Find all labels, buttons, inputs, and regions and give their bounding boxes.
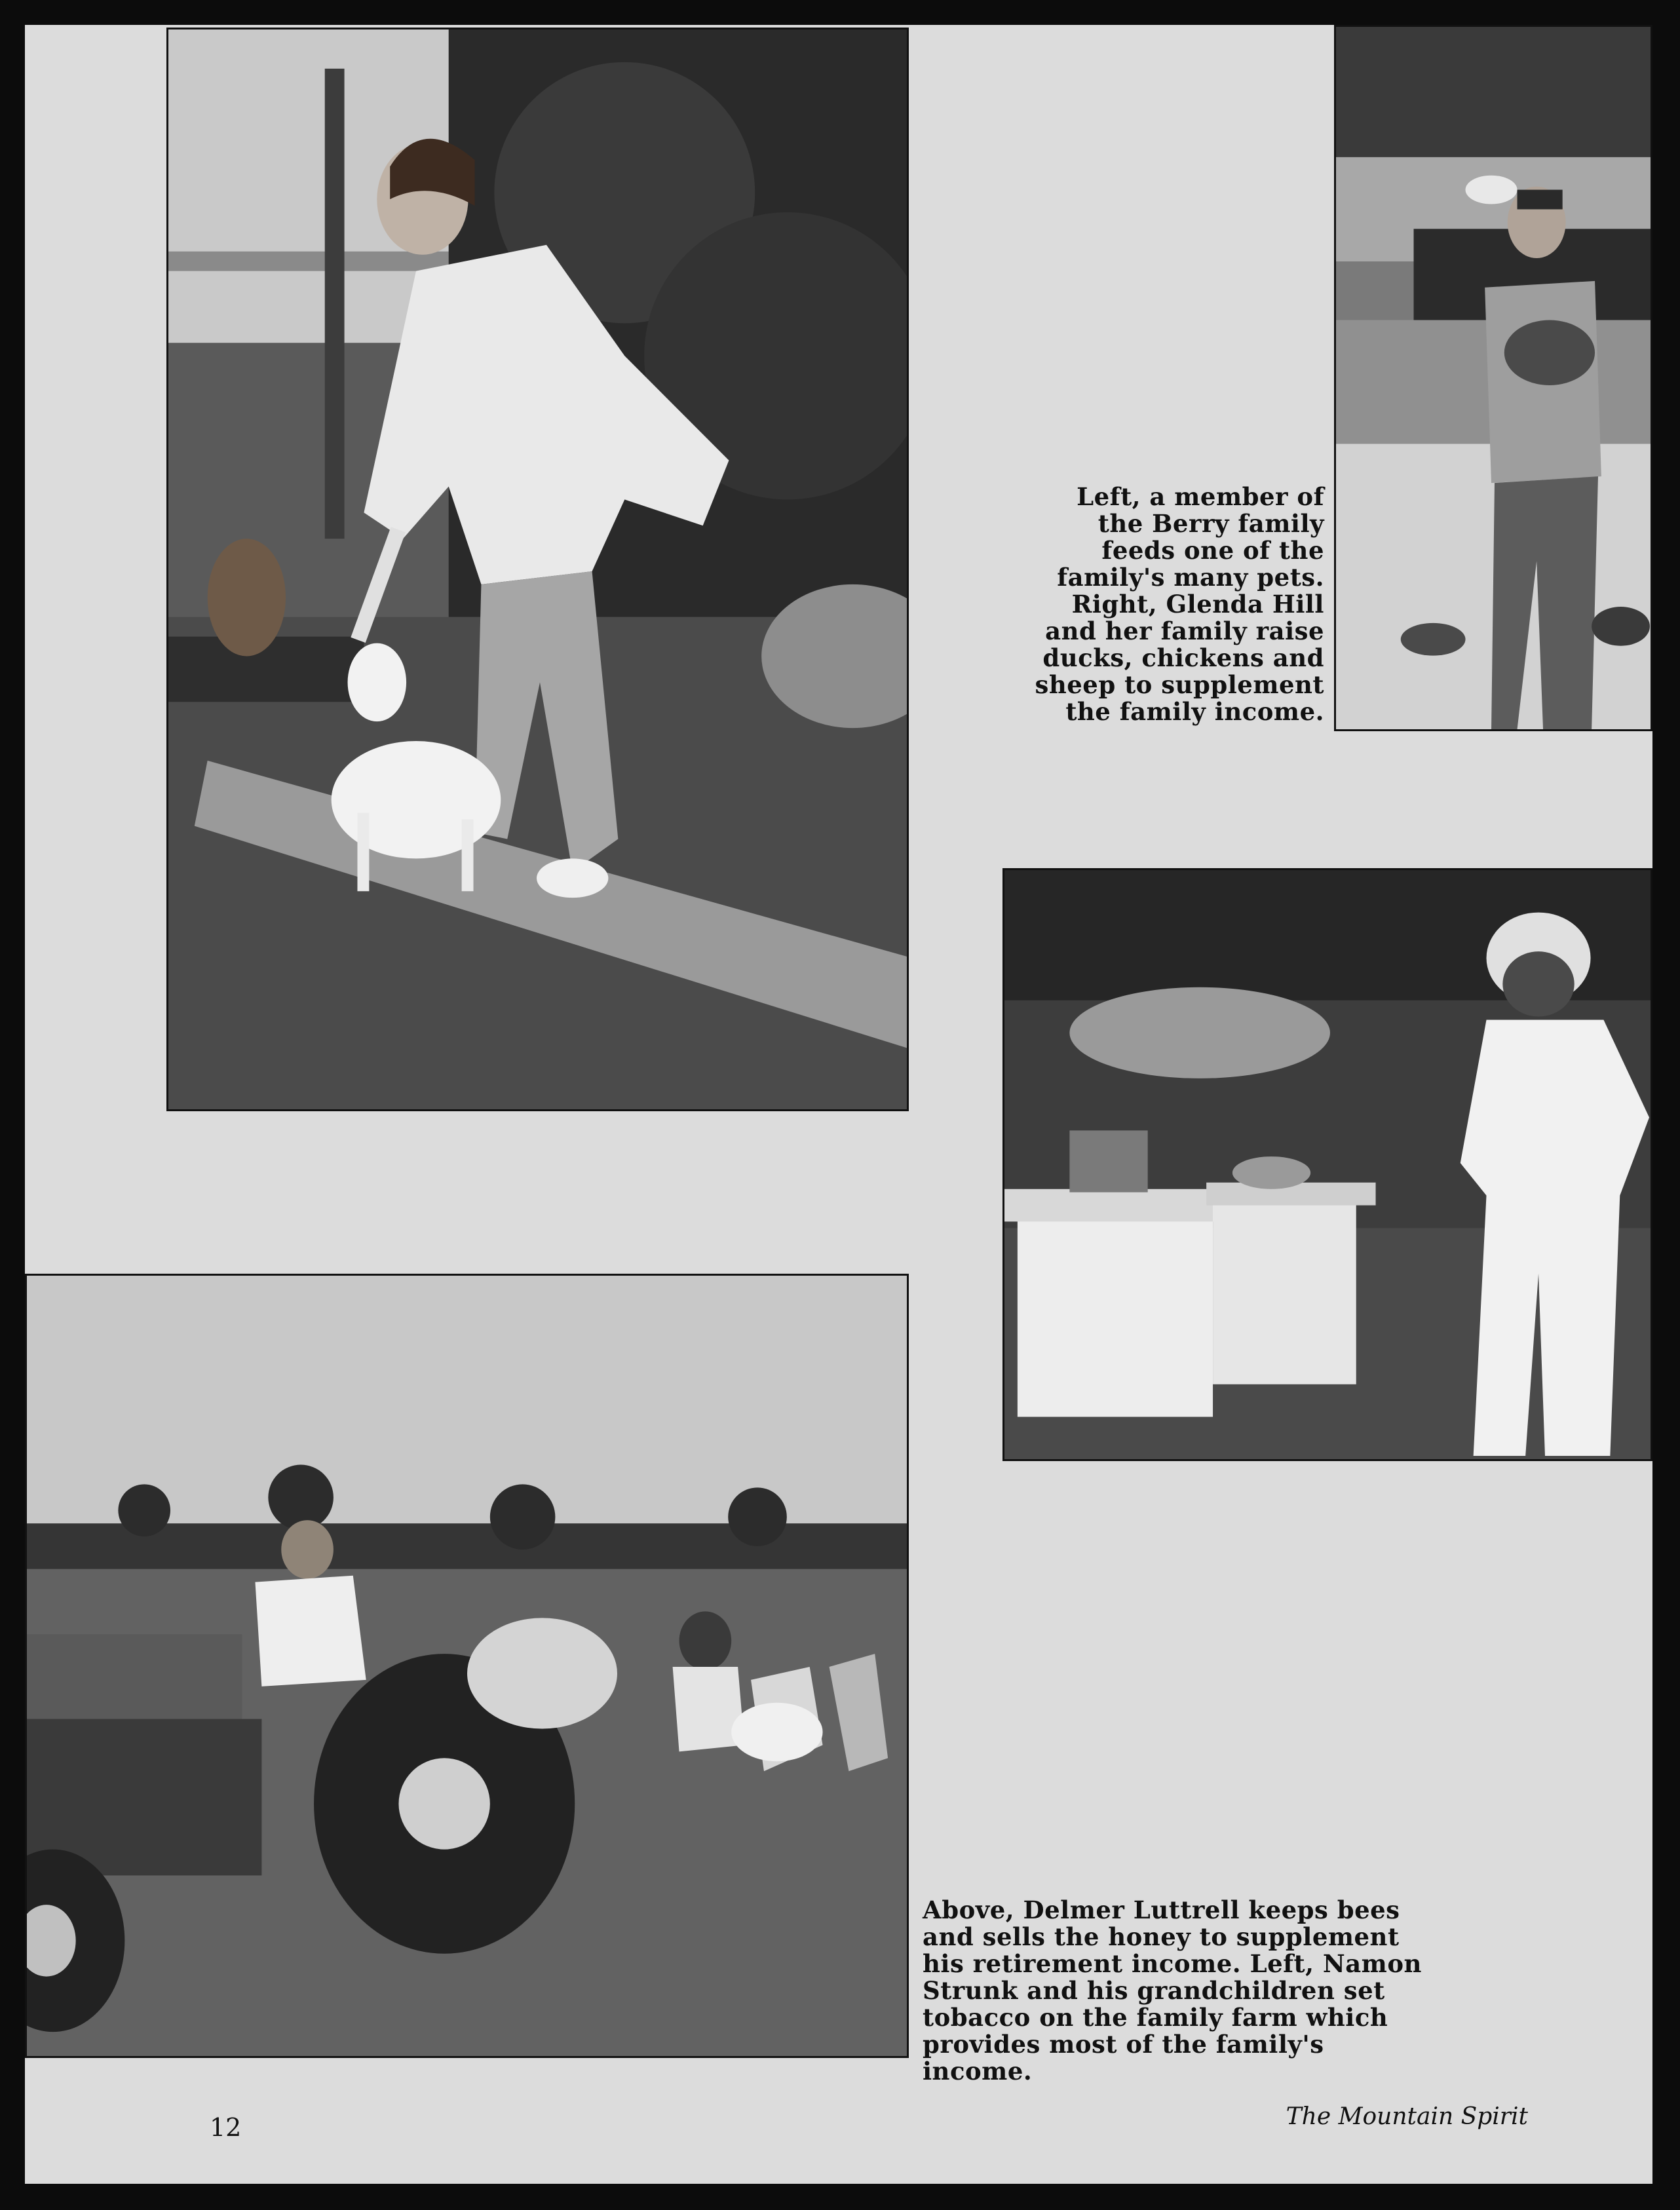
photo-beekeeper — [1002, 868, 1652, 1461]
magazine-name: The Mountain Spirit — [1286, 2103, 1528, 2130]
photo-lamb-feeding — [166, 28, 909, 1111]
magazine-page — [25, 25, 1652, 2184]
caption-bees-tobacco: Above, Delmer Luttrell keeps bees and sells the honey to supplement his retirement income. Left, Namon Strunk and his grandchildren set tobacco on the family farm which provides most of the family's income. — [923, 1896, 1422, 2086]
tobacco-planting-image — [27, 1276, 907, 2056]
photo-tobacco-planting — [25, 1274, 909, 2058]
caption-pets-poultry: Left, a member of the Berry family feeds one of the family's many pets. Right, Glenda Hill and her family raise ducks, chickens and sheep to supplement the family income. — [1035, 482, 1324, 726]
lamb-feeding-image — [168, 29, 907, 1109]
poultry-farm-image — [1336, 27, 1651, 729]
page-number: 12 — [210, 2113, 242, 2142]
photo-poultry-farm — [1334, 25, 1652, 731]
beekeeper-image — [1004, 870, 1651, 1459]
